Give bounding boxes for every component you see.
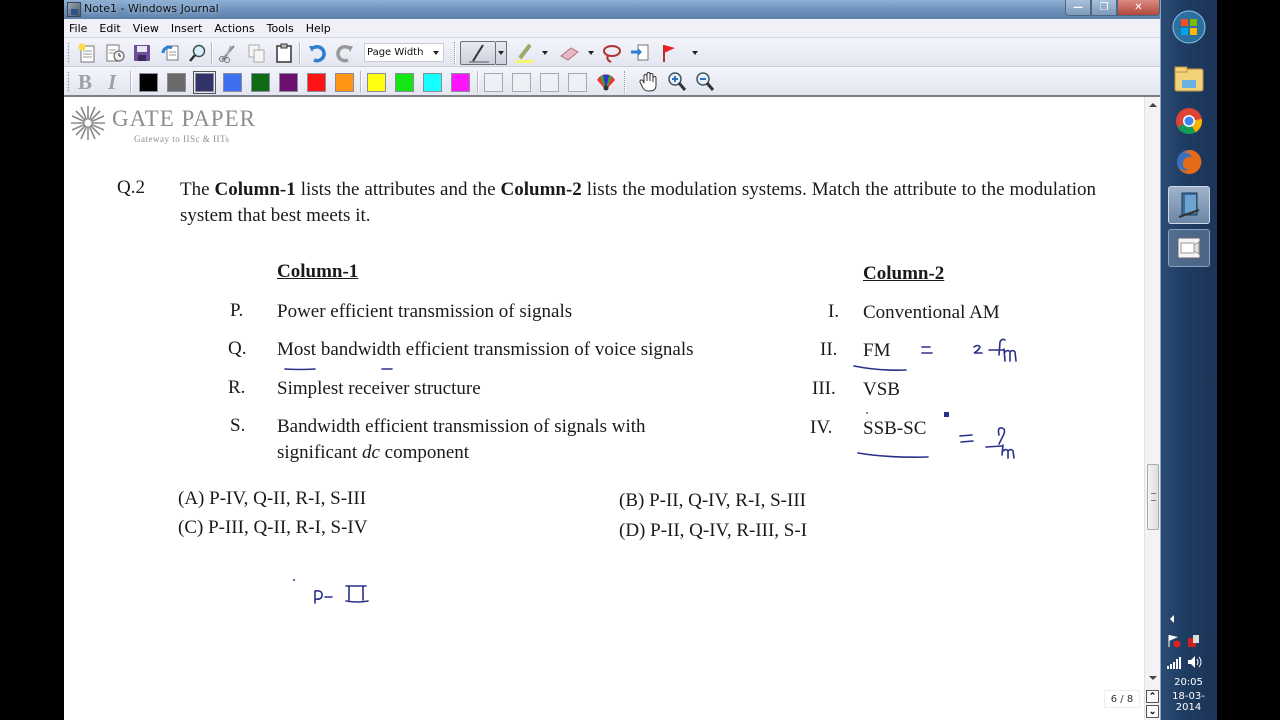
row-text-ii: FM bbox=[863, 340, 891, 361]
row-text-s-line2: significant dc component bbox=[277, 442, 470, 463]
vertical-scrollbar[interactable] bbox=[1144, 97, 1160, 720]
highlighter-options-dropdown[interactable] bbox=[542, 51, 548, 55]
color-yellow[interactable] bbox=[367, 73, 386, 92]
color-cyan[interactable] bbox=[423, 73, 442, 92]
minimize-button[interactable]: — bbox=[1065, 0, 1091, 16]
google-chrome-icon[interactable] bbox=[1168, 102, 1210, 140]
pen-tool-button[interactable] bbox=[460, 41, 496, 65]
redo-icon[interactable] bbox=[334, 42, 356, 64]
pen-icon bbox=[461, 42, 495, 64]
menu-actions[interactable]: Actions bbox=[214, 21, 255, 35]
mozilla-firefox-icon[interactable] bbox=[1168, 143, 1210, 181]
menu-tools[interactable]: Tools bbox=[266, 21, 294, 35]
clock-time[interactable]: 20:05 bbox=[1174, 677, 1203, 688]
zoom-in-icon[interactable] bbox=[666, 71, 688, 93]
menu-insert[interactable]: Insert bbox=[170, 21, 203, 35]
row-label-s: S. bbox=[230, 415, 246, 436]
network-signal-icon[interactable] bbox=[1167, 656, 1181, 674]
close-button[interactable]: ✕ bbox=[1117, 0, 1160, 16]
color-lime[interactable] bbox=[395, 73, 414, 92]
clock-date[interactable]: 18-03-2014 bbox=[1172, 691, 1205, 713]
zoom-level-value: Page Width bbox=[367, 47, 424, 58]
chevron-down-icon bbox=[433, 51, 439, 55]
windows-taskbar bbox=[1160, 0, 1217, 720]
custom-color-slot-1[interactable] bbox=[484, 73, 503, 92]
paste-icon[interactable] bbox=[273, 42, 295, 64]
color-green[interactable] bbox=[251, 73, 270, 92]
option-c: (C) P-III, Q-II, R-I, S-IV bbox=[178, 517, 368, 538]
color-orange[interactable] bbox=[335, 73, 354, 92]
row-label-iii: III. bbox=[812, 378, 836, 399]
row-text-i: Conventional AM bbox=[863, 302, 1000, 323]
eraser-icon[interactable] bbox=[558, 42, 580, 64]
option-d: (D) P-II, Q-IV, R-III, S-I bbox=[619, 520, 808, 541]
logo-name: GATE PAPER bbox=[112, 106, 256, 131]
format-toolbar bbox=[64, 67, 1160, 97]
chevron-down-icon bbox=[498, 51, 504, 55]
menu-edit[interactable]: Edit bbox=[99, 21, 121, 35]
flag-options-dropdown[interactable] bbox=[692, 51, 698, 55]
color-navy-selected[interactable] bbox=[195, 73, 214, 92]
new-note-icon[interactable] bbox=[76, 42, 98, 64]
menu-view[interactable]: View bbox=[132, 21, 159, 35]
menu-help[interactable]: Help bbox=[305, 21, 331, 35]
color-black[interactable] bbox=[139, 73, 158, 92]
menu-file[interactable]: File bbox=[69, 21, 88, 35]
show-hidden-icons-arrow[interactable] bbox=[1170, 615, 1174, 623]
column-1-heading: Column-1 bbox=[277, 261, 359, 282]
starburst-icon bbox=[70, 105, 106, 141]
color-palette-icon[interactable] bbox=[595, 71, 617, 93]
toolbar-grip[interactable] bbox=[67, 42, 70, 63]
cut-icon[interactable] bbox=[217, 42, 239, 64]
lasso-select-icon[interactable] bbox=[601, 42, 623, 64]
custom-color-slot-2[interactable] bbox=[512, 73, 531, 92]
action-center-flag-icon[interactable] bbox=[1167, 634, 1181, 653]
color-gray[interactable] bbox=[167, 73, 186, 92]
power-plug-icon[interactable] bbox=[1187, 634, 1201, 653]
windows-journal-window bbox=[64, 0, 1160, 720]
undo-icon[interactable] bbox=[306, 42, 328, 64]
page-indicator: 6 / 8 bbox=[1104, 690, 1140, 708]
custom-color-slot-4[interactable] bbox=[568, 73, 587, 92]
color-magenta[interactable] bbox=[451, 73, 470, 92]
row-text-s-line1: Bandwidth efficient transmission of signals with bbox=[277, 416, 646, 437]
row-text-iv: SSB-SC bbox=[863, 418, 927, 439]
title-bar[interactable] bbox=[64, 0, 1160, 19]
row-label-iv: IV. bbox=[810, 417, 833, 438]
next-page-button[interactable]: ⌄ bbox=[1146, 705, 1159, 718]
open-recent-icon[interactable] bbox=[104, 42, 126, 64]
scroll-down-arrow-icon[interactable] bbox=[1149, 676, 1157, 680]
custom-color-slot-3[interactable] bbox=[540, 73, 559, 92]
menu-bar bbox=[64, 19, 1160, 38]
journal-app-icon[interactable] bbox=[67, 2, 81, 17]
logo-tagline: Gateway to IISc & IITs bbox=[134, 134, 230, 144]
video-capture-taskbar-button[interactable] bbox=[1168, 229, 1210, 267]
standard-toolbar bbox=[64, 38, 1160, 67]
ink-cursor-marker bbox=[944, 412, 949, 417]
row-text-iii: VSB bbox=[863, 379, 900, 400]
save-icon[interactable] bbox=[131, 42, 153, 64]
pen-options-dropdown[interactable] bbox=[496, 41, 507, 65]
pan-hand-icon[interactable] bbox=[638, 71, 660, 93]
screen-border bbox=[1217, 0, 1280, 720]
zoom-level-select[interactable] bbox=[364, 43, 444, 62]
row-label-q: Q. bbox=[228, 338, 247, 359]
bold-button[interactable]: B bbox=[78, 70, 93, 94]
row-text-p: Power efficient transmission of signals bbox=[277, 301, 573, 322]
column-2-heading: Column-2 bbox=[863, 263, 945, 284]
flag-icon[interactable] bbox=[658, 42, 680, 64]
option-a: (A) P-IV, Q-II, R-I, S-III bbox=[178, 488, 367, 509]
copy-icon[interactable] bbox=[245, 42, 267, 64]
insert-space-icon[interactable] bbox=[629, 42, 651, 64]
color-purple[interactable] bbox=[279, 73, 298, 92]
restore-button[interactable]: ❐ bbox=[1091, 0, 1117, 16]
windows-explorer-icon[interactable] bbox=[1168, 60, 1210, 98]
question-number: Q.2 bbox=[117, 177, 145, 198]
row-text-q: Most bandwidth efficient transmission of voice signals bbox=[277, 339, 694, 360]
journal-page[interactable] bbox=[64, 97, 1144, 717]
option-b: (B) P-II, Q-IV, R-I, S-III bbox=[619, 490, 806, 511]
row-label-r: R. bbox=[228, 377, 246, 398]
volume-speaker-icon[interactable] bbox=[1187, 655, 1203, 674]
window-title: Note1 - Windows Journal bbox=[84, 2, 219, 15]
previous-page-button[interactable]: ⌃ bbox=[1146, 690, 1159, 703]
send-email-icon[interactable] bbox=[159, 42, 181, 64]
row-label-p: P. bbox=[230, 300, 244, 321]
highlighter-icon[interactable] bbox=[514, 42, 536, 64]
windows-start-orb[interactable] bbox=[1168, 6, 1210, 48]
scroll-up-arrow-icon[interactable] bbox=[1149, 103, 1157, 107]
zoom-out-icon[interactable] bbox=[694, 71, 716, 93]
question-text: The Column-1 lists the attributes and the Column-2 lists the modulation systems. Match the attribute to the modulation system that best meets it. bbox=[180, 179, 1096, 226]
eraser-options-dropdown[interactable] bbox=[588, 51, 594, 55]
windows-journal-taskbar-button[interactable] bbox=[1168, 186, 1210, 224]
color-blue[interactable] bbox=[223, 73, 242, 92]
row-label-ii: II. bbox=[820, 339, 838, 360]
row-text-r: Simplest receiver structure bbox=[277, 378, 481, 399]
toolbar-grip[interactable] bbox=[67, 71, 70, 92]
scrollbar-thumb[interactable] bbox=[1147, 464, 1159, 530]
find-icon[interactable] bbox=[186, 42, 208, 64]
row-label-i: I. bbox=[828, 301, 840, 322]
italic-button[interactable]: I bbox=[108, 70, 117, 94]
color-red[interactable] bbox=[307, 73, 326, 92]
